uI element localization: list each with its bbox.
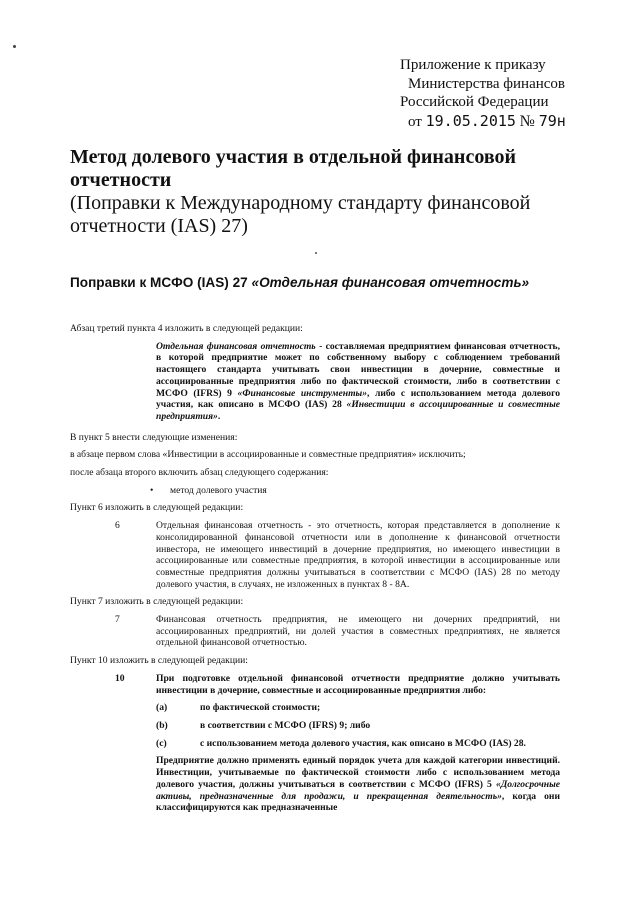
para4-quote [70,341,560,423]
p10-cont-text-1: Предприятие должно применять единый порядок учета для каждой категории инвестиций. Инвестиции, учитываемые по фактической стоимости либо с использованием метода долевого участия, должны учитываться в соответствии с МСФО (IFRS) 5 [156,755,560,790]
appendix-line-2: Министерства финансов [408,75,565,92]
bullet-text: метод долевого участия [170,484,267,496]
section-heading-italic: «Отдельная финансовая отчетность» [251,275,530,290]
p6-text: Отдельная финансовая отчетность - это отчетность, которая представляется в дополнение к консолидированной финансовой отчетности или в дополнение к финансовой отчетности инвестора, не имеющего инвестиций в дочерние предприятия, но имеющего инвестиции в ассоциированные или совместные предприятия, в которой инвестиции в ассоциированные или совместные предприятия должны учитываться в соответствии с МСФО (IAS) 28 по методу долевого участия, в случаях, не изложенных в пунктах 8 - 8А. [156,520,560,590]
p10-sub-b [70,720,560,732]
p10-number: 10 [115,672,125,684]
p7-intro: Пункт 7 изложить в следующей редакции: [70,596,244,608]
title-normal-line-1: (Поправки к Международному стандарту финансовой [70,192,531,214]
p5-bullet [70,485,560,497]
appendix-number: 79н [538,111,566,130]
p5-item-b: после абзаца второго включить абзац следующего содержания: [70,467,329,479]
p5-item-a: в абзаце первом слова «Инвестиции в ассоциированные и совместные предприятия» исключить; [70,449,466,461]
title-normal-line-2: отчетности (IAS) 27) [70,215,248,237]
p10-sub-a [70,702,560,714]
p7-text: Финансовая отчетность предприятия, не имеющего ни дочерних предприятий, ни ассоциированных предприятий, ни долей участия в совместных предприятиях, не является отдельной финансовой отчетностью. [156,614,560,649]
para4-text-2: , либо с использованием метода долевого участия, как описано в МСФО (IAS) 28 [156,387,560,411]
section-heading [70,275,570,290]
sub-b-text: в соответствии с МСФО (IFRS) 9; либо [200,719,371,731]
para4-intro: Абзац третий пункта 4 изложить в следующей редакции: [70,323,303,334]
p10-cont-text-2: , когда они классифицируются как предназначенные [156,790,560,814]
document-body [70,323,560,814]
p10-text: При подготовке отдельной финансовой отчетности предприятие должно учитывать инвестиции в дочерние, совместные и ассоциированные предприятия либо: [156,672,560,696]
scan-speck-2 [315,252,317,254]
p6-number: 6 [115,520,120,532]
appendix-from: от [408,113,422,130]
scan-speck [13,45,16,48]
appendix-header [400,56,620,131]
document-title [70,146,550,238]
p7-number: 7 [115,614,120,626]
sub-c-text: с использованием метода долевого участия, как описано в МСФО (IAS) 28. [200,737,526,749]
sub-c-label: (c) [156,737,167,749]
p10-continuation [70,755,560,814]
appendix-line-1: Приложение к приказу [400,57,546,73]
p10-cont-italic: «Долгосрочные активы, предназначенные для продажи, и прекращенная деятельность» [156,778,560,802]
section-heading-plain: Поправки к МСФО (IAS) 27 [70,275,252,290]
appendix-date: 19.05.2015 [425,111,516,130]
p6-paragraph [70,520,560,590]
title-bold-line-1: Метод долевого участия в отдельной финансовой [70,146,517,168]
p5-intro: В пункт 5 внести следующие изменения: [70,431,238,443]
p10-paragraph [70,673,560,696]
title-bold-line-2: отчетности [70,169,172,191]
p10-sub-c [70,738,560,750]
para4-end: . [217,410,221,422]
para4-italic-2: «Финансовые инструменты» [237,387,367,399]
p7-paragraph [70,614,560,649]
appendix-date-line [400,112,620,132]
sub-a-label: (a) [156,702,168,714]
para4-italic-1: Отдельная финансовая отчетность [156,340,316,352]
para4-text-1: - составляемая предприятием финансовая отчетность, в которой предприятие может по собственному выбору с соблюдением требований настоящего стандарта учитывать свои инвестиции в дочерние, совместные и ассоциированные предприятия либо по фактической стоимости, либо в соответствии с МСФО (IFRS) 9 [156,340,560,399]
para4-italic-3: «Инвестиции в ассоциированные и совместные предприятия» [156,399,560,422]
p6-intro: Пункт 6 изложить в следующей редакции: [70,502,244,514]
appendix-number-sign: № [519,112,535,130]
appendix-line-3: Российской Федерации [400,94,549,110]
sub-b-label: (b) [156,719,168,731]
p10-intro: Пункт 10 изложить в следующей редакции: [70,655,248,667]
bullet-mark: • [150,484,154,496]
sub-a-text: по фактической стоимости; [200,702,321,714]
